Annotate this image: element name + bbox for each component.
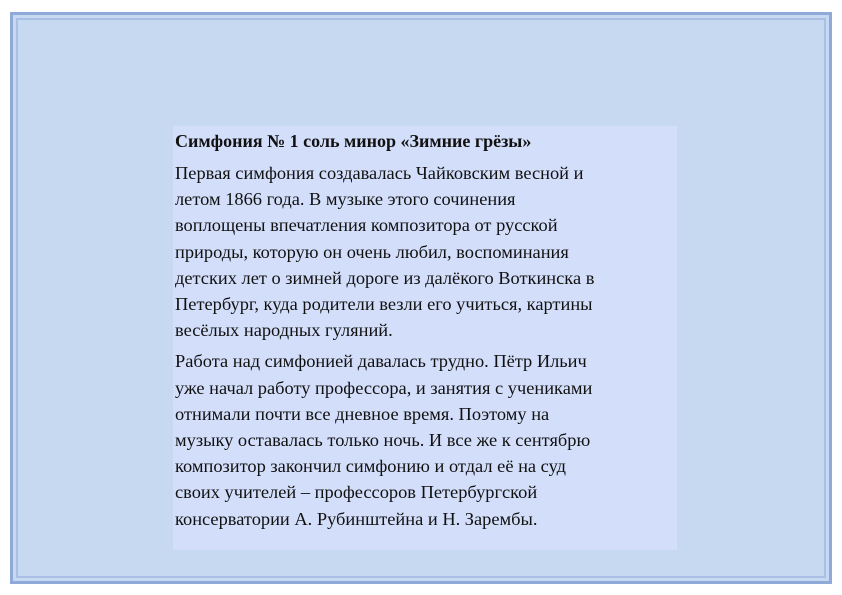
text-line: воплощены впечатления композитора от русской [175, 215, 558, 236]
text-line: Работа над симфонией давалась трудно. Пётр Ильич [175, 351, 587, 372]
text-line: уже начал работу профессора, и занятия с учениками [175, 377, 593, 398]
slide [10, 12, 832, 584]
text-box [173, 126, 677, 550]
text-line: Первая симфония создавалась Чайковским весной и [175, 163, 584, 183]
text-line: музыку оставалась только ночь. И все же к сентябрю [175, 430, 591, 451]
slide-title: Симфония № 1 соль минор «Зимние грёзы» [175, 131, 532, 151]
paragraph-2 [175, 348, 677, 531]
text-line: Петербург, куда родители везли его учиться, картины [175, 294, 593, 315]
text-line: своих учителей – профессоров Петербургской [175, 482, 538, 503]
text-line: отнимали почти все дневное время. Поэтому на [175, 403, 550, 424]
text-line: детских лет о зимней дороге из далёкого Воткинска в [175, 267, 595, 288]
text-line: летом 1866 года. В музыке этого сочинения [175, 189, 516, 210]
text-line: консерватории А. Рубинштейна и Н. Зарембы. [175, 508, 538, 529]
paragraph-1 [175, 160, 677, 343]
text-line: природы, которую он очень любил, воспоминания [175, 241, 569, 262]
text-line: композитор закончил симфонию и отдал её на суд [175, 456, 566, 477]
text-line: весёлых народных гуляний. [175, 320, 393, 341]
